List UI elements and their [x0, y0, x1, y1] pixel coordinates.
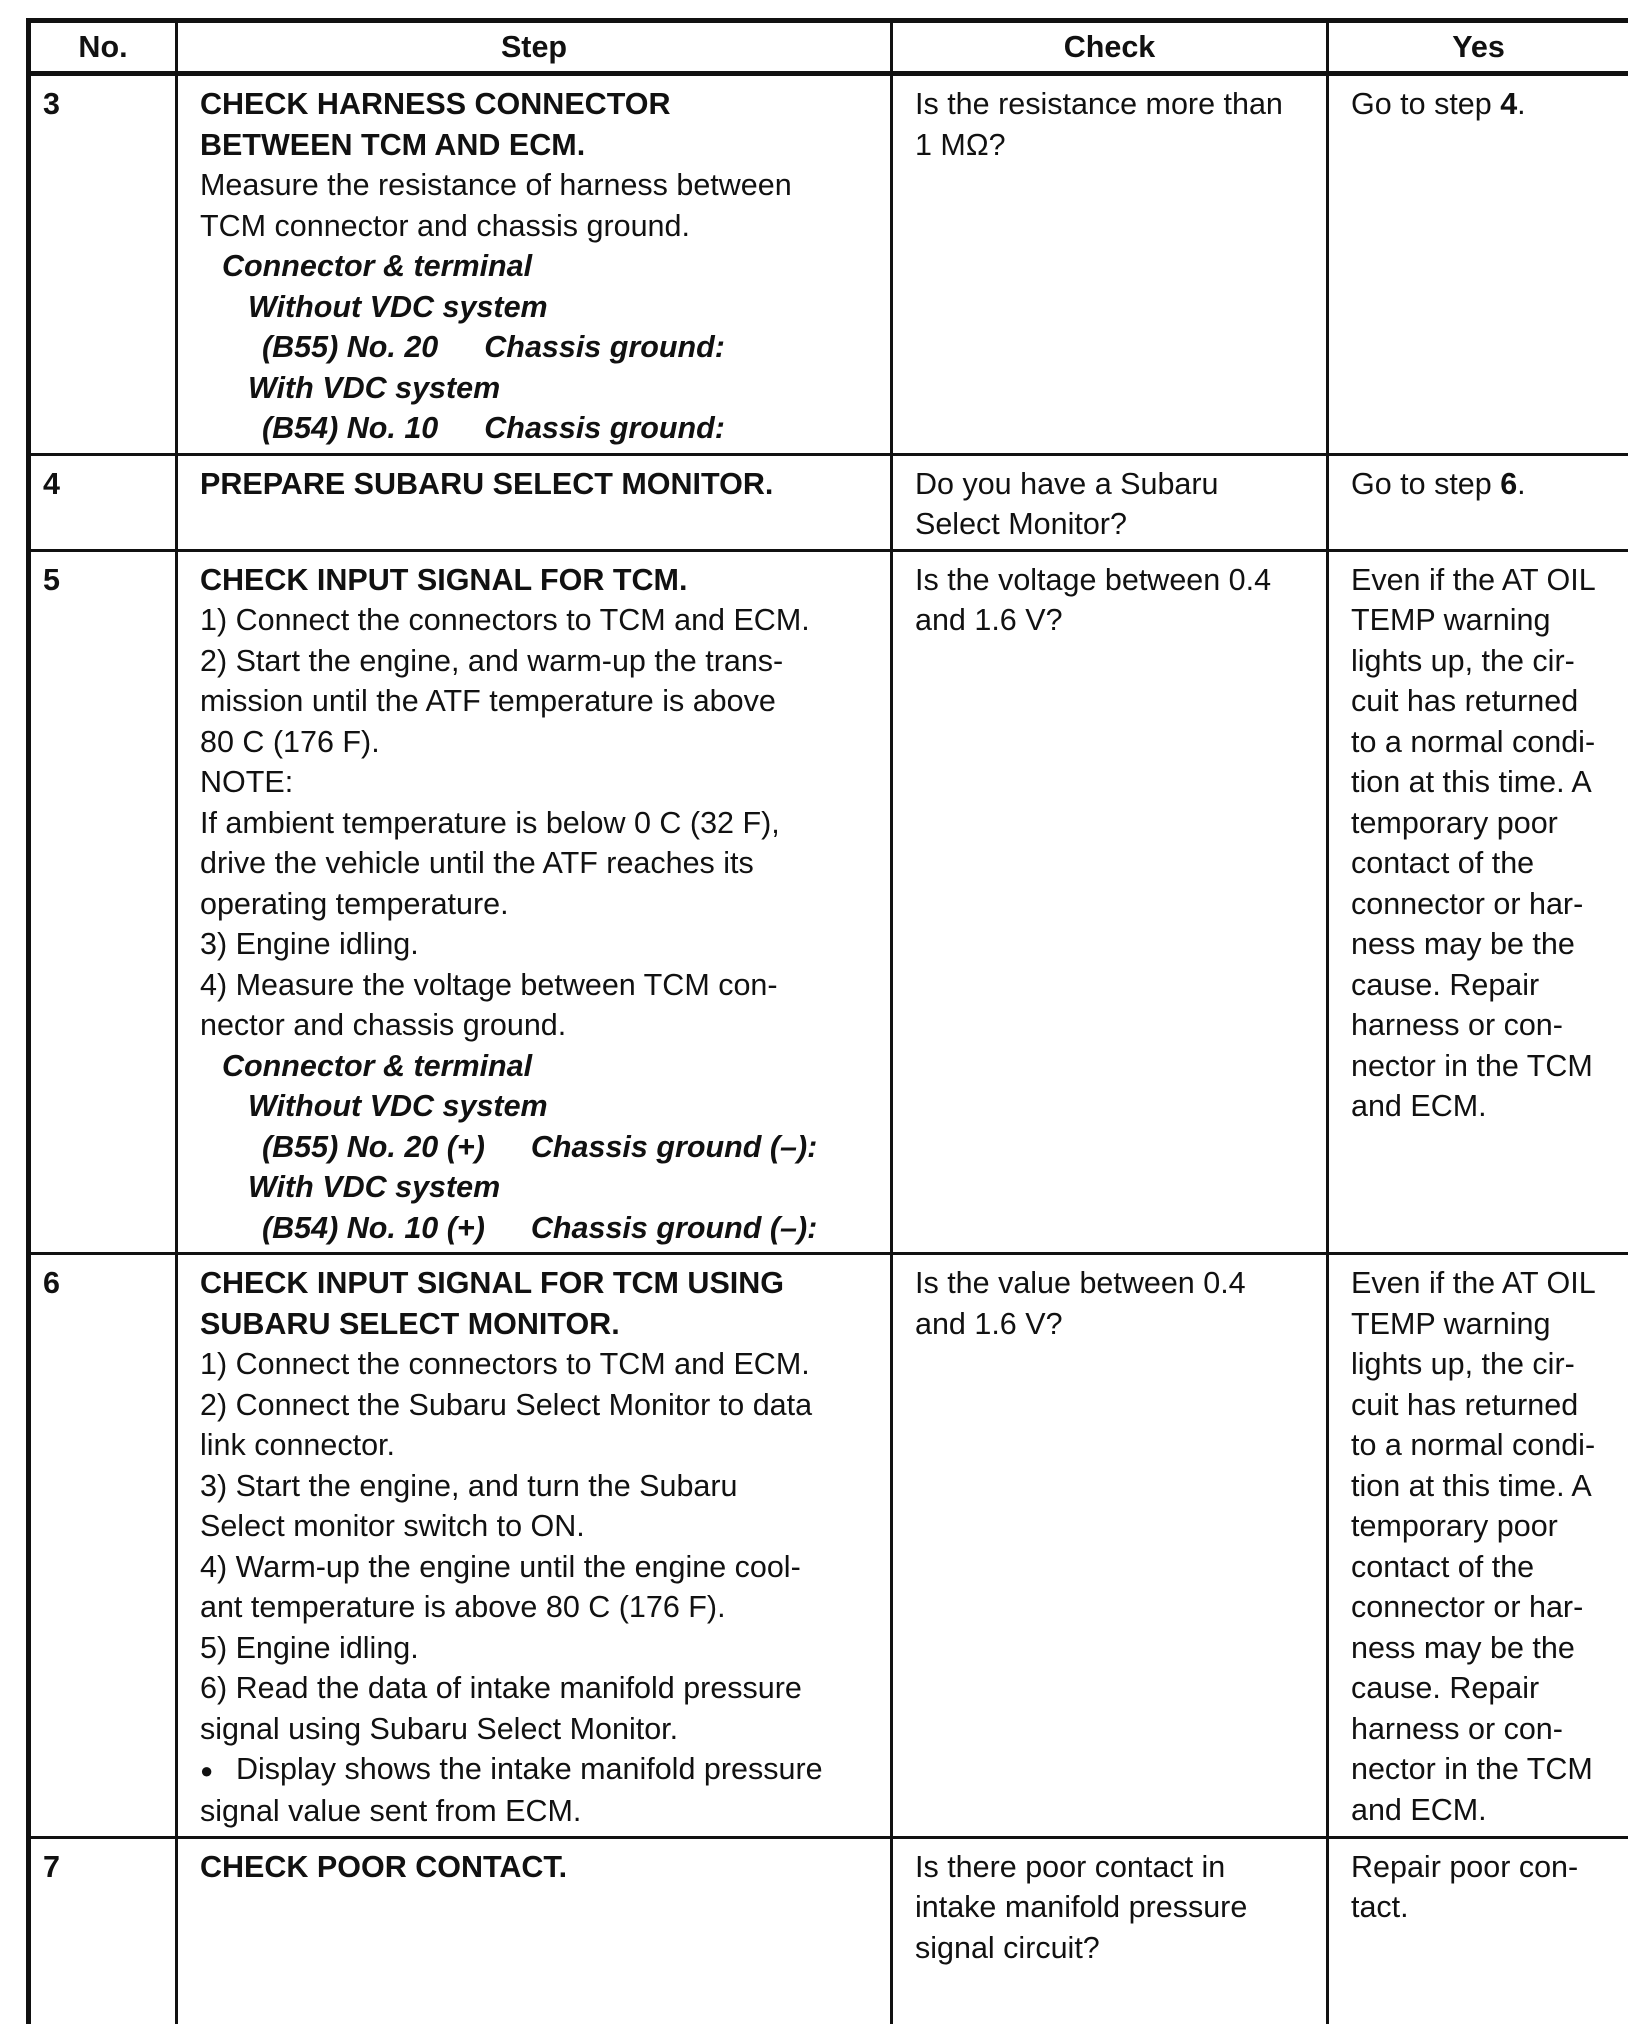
step-title-line: SUBARU SELECT MONITOR.	[200, 1306, 620, 1341]
ground-label: Chassis ground (–):	[530, 1210, 818, 1245]
diagnostic-table	[26, 18, 1628, 2024]
yes-line: harness or con-	[1351, 1008, 1563, 1042]
procedure-sheet	[26, 18, 1628, 2024]
step-text-line: 4) Warm-up the engine until the engine cool-	[200, 1549, 801, 1584]
yes-line: and ECM.	[1351, 1089, 1487, 1123]
terminal-spec	[200, 327, 868, 368]
yes-line: ness may be the	[1351, 927, 1575, 961]
yes-line: lights up, the cir-	[1351, 643, 1575, 678]
yes-line: nector in the TCM	[1351, 1752, 1593, 1786]
step-text-line: link connector.	[200, 1428, 395, 1462]
step-text-line: ant temperature is above 80 C (176 F).	[200, 1590, 726, 1624]
yes-step-link[interactable]: 4	[1500, 87, 1518, 121]
check-line: 1 MΩ?	[915, 127, 1006, 162]
step-text-line: mission until the ATF temperature is above	[200, 684, 776, 718]
table-row	[29, 1254, 1629, 1838]
step-number: 7	[29, 1837, 177, 2024]
yes-line: Even if the AT OIL	[1351, 1266, 1596, 1300]
header-yes: Yes	[1328, 21, 1629, 74]
step-text-line: NOTE:	[200, 765, 294, 799]
check-cell	[892, 550, 1328, 1254]
yes-line: harness or con-	[1351, 1711, 1563, 1746]
yes-text-end: .	[1517, 87, 1526, 121]
system-label: Without VDC system	[248, 1089, 548, 1123]
check-cell	[892, 1837, 1328, 2024]
step-text-line: 4) Measure the voltage between TCM con-	[200, 967, 778, 1002]
step-title-line: CHECK HARNESS CONNECTOR	[200, 87, 671, 121]
step-title-line: PREPARE SUBARU SELECT MONITOR.	[200, 466, 774, 501]
step-cell	[177, 74, 892, 455]
yes-line: tion at this time. A	[1351, 1468, 1592, 1503]
bullet-text-continued: signal value sent from ECM.	[200, 1794, 582, 1829]
yes-text: Go to step	[1351, 466, 1501, 501]
step-text-line: 1) Connect the connectors to TCM and ECM.	[200, 603, 810, 637]
bullet-text: Display shows the intake manifold pressure	[236, 1752, 823, 1786]
yes-cell	[1328, 1837, 1629, 2024]
step-number: 3	[29, 74, 177, 455]
step-number: 4	[29, 454, 177, 550]
yes-cell	[1328, 1254, 1629, 1838]
yes-line: TEMP warning	[1351, 1306, 1551, 1341]
yes-cell	[1328, 74, 1629, 455]
yes-line: to a normal condi-	[1351, 1428, 1596, 1462]
header-no: No.	[29, 21, 177, 74]
terminal-spec	[200, 1208, 868, 1249]
ground-label: Chassis ground:	[484, 411, 725, 445]
ground-label: Chassis ground (–):	[530, 1129, 818, 1164]
check-line: Do you have a Subaru	[915, 466, 1219, 501]
check-line: Is the value between 0.4	[915, 1266, 1246, 1300]
system-label: With VDC system	[248, 370, 501, 405]
step-text-line: 1) Connect the connectors to TCM and ECM.	[200, 1347, 810, 1381]
table-row	[29, 550, 1629, 1254]
yes-line: temporary poor	[1351, 1509, 1558, 1543]
ground-label: Chassis ground:	[484, 330, 725, 364]
check-line: Is the resistance more than	[915, 87, 1283, 121]
header-check: Check	[892, 21, 1328, 74]
check-cell	[892, 454, 1328, 550]
step-cell	[177, 1254, 892, 1838]
step-text-line: 2) Connect the Subaru Select Monitor to data	[200, 1387, 813, 1422]
check-line: and 1.6 V?	[915, 603, 1063, 637]
connector-terminal-label: Connector & terminal	[222, 249, 533, 283]
check-line: intake manifold pressure	[915, 1890, 1248, 1925]
terminal-id: (B55) No. 20 (+)	[262, 1129, 485, 1164]
yes-cell	[1328, 550, 1629, 1254]
terminal-spec	[200, 1127, 868, 1168]
step-text-line: 3) Start the engine, and turn the Subaru	[200, 1468, 738, 1503]
step-text-line: nector and chassis ground.	[200, 1008, 567, 1042]
yes-line: Repair poor con-	[1351, 1849, 1579, 1884]
connector-terminal-label: Connector & terminal	[222, 1048, 533, 1083]
step-text-line: Measure the resistance of harness between	[200, 168, 792, 202]
header-step: Step	[177, 21, 892, 74]
yes-line: tion at this time. A	[1351, 765, 1592, 799]
yes-line: tact.	[1351, 1890, 1409, 1925]
yes-line: cause. Repair	[1351, 1671, 1540, 1705]
yes-line: nector in the TCM	[1351, 1048, 1593, 1083]
step-text-line: 3) Engine idling.	[200, 927, 419, 961]
yes-text: Go to step	[1351, 87, 1501, 121]
yes-line: lights up, the cir-	[1351, 1347, 1575, 1381]
check-line: Is the voltage between 0.4	[915, 562, 1272, 597]
step-title-line: BETWEEN TCM AND ECM.	[200, 127, 586, 162]
yes-line: cuit has returned	[1351, 684, 1579, 718]
header-row	[29, 21, 1629, 74]
step-text-line: operating temperature.	[200, 886, 509, 921]
step-text-line: signal using Subaru Select Monitor.	[200, 1711, 679, 1746]
yes-text-end: .	[1517, 466, 1526, 501]
bullet-item	[200, 1749, 868, 1791]
step-text-line: 5) Engine idling.	[200, 1630, 419, 1665]
terminal-spec	[200, 408, 868, 449]
yes-line: cuit has returned	[1351, 1387, 1579, 1422]
check-line: Is there poor contact in	[915, 1849, 1226, 1884]
yes-cell	[1328, 454, 1629, 550]
step-cell	[177, 454, 892, 550]
table-row	[29, 74, 1629, 455]
check-line: signal circuit?	[915, 1930, 1100, 1965]
step-text-line: 6) Read the data of intake manifold pressure	[200, 1671, 802, 1705]
step-text-line: 80 C (176 F).	[200, 724, 380, 759]
step-cell	[177, 550, 892, 1254]
step-title-line: CHECK INPUT SIGNAL FOR TCM USING	[200, 1266, 785, 1300]
yes-line: ness may be the	[1351, 1630, 1575, 1665]
check-cell	[892, 1254, 1328, 1838]
check-line: Select Monitor?	[915, 507, 1127, 541]
yes-line: contact of the	[1351, 1549, 1535, 1584]
step-cell	[177, 1837, 892, 2024]
check-line: and 1.6 V?	[915, 1306, 1063, 1341]
step-text-line: If ambient temperature is below 0 C (32 F),	[200, 805, 780, 840]
system-label: With VDC system	[248, 1170, 501, 1204]
yes-line: TEMP warning	[1351, 603, 1551, 637]
system-label: Without VDC system	[248, 289, 548, 324]
check-cell	[892, 74, 1328, 455]
yes-line: temporary poor	[1351, 805, 1558, 840]
step-number: 5	[29, 550, 177, 1254]
terminal-id: (B54) No. 10 (+)	[262, 1210, 485, 1245]
bullet-icon: ●	[200, 1757, 214, 1783]
yes-line: contact of the	[1351, 846, 1535, 880]
step-text-line: Select monitor switch to ON.	[200, 1509, 585, 1543]
step-number: 6	[29, 1254, 177, 1838]
table-row	[29, 1837, 1629, 2024]
step-text-line: 2) Start the engine, and warm-up the trans-	[200, 643, 784, 678]
step-title-line: CHECK INPUT SIGNAL FOR TCM.	[200, 562, 688, 597]
terminal-id: (B54) No. 10	[262, 411, 439, 445]
yes-line: connector or har-	[1351, 1590, 1584, 1624]
step-text-line: TCM connector and chassis ground.	[200, 208, 690, 243]
terminal-id: (B55) No. 20	[262, 330, 439, 364]
step-title-line: CHECK POOR CONTACT.	[200, 1849, 568, 1884]
yes-line: to a normal condi-	[1351, 724, 1596, 759]
step-text-line: drive the vehicle until the ATF reaches its	[200, 846, 754, 880]
yes-line: cause. Repair	[1351, 967, 1540, 1002]
yes-line: and ECM.	[1351, 1792, 1487, 1827]
table-row	[29, 454, 1629, 550]
yes-step-link[interactable]: 6	[1500, 466, 1518, 501]
yes-line: Even if the AT OIL	[1351, 562, 1596, 597]
yes-line: connector or har-	[1351, 886, 1584, 921]
